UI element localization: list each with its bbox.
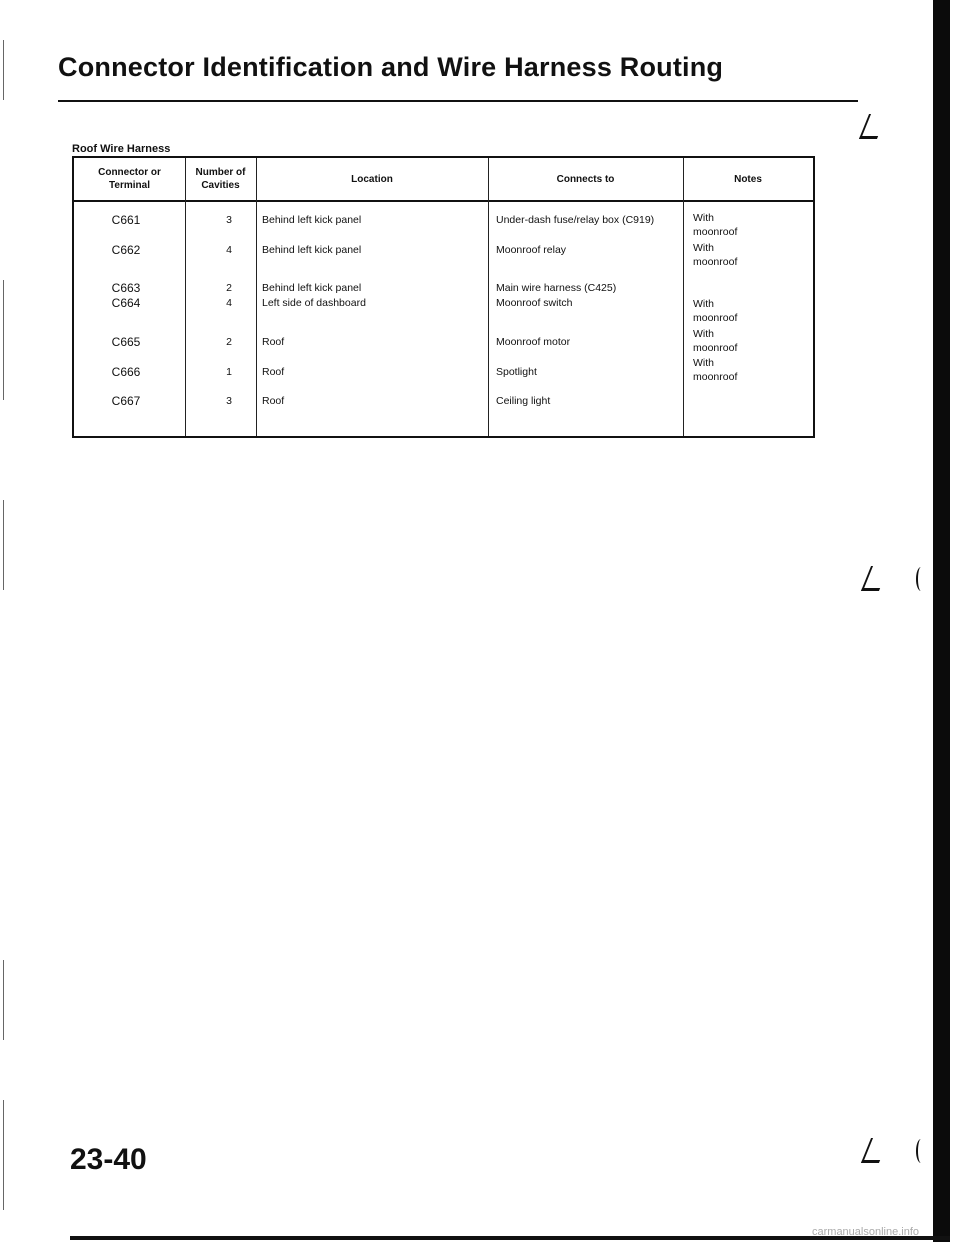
note-line: With (693, 212, 714, 224)
cell-cavities: 3 (226, 395, 232, 407)
edge-tick (3, 960, 4, 1040)
margin-bar (933, 0, 950, 1242)
cell-connects-to: Moonroof relay (496, 244, 567, 256)
corner-bracket-mark (859, 114, 887, 139)
cell-cavities: 1 (226, 366, 232, 378)
header-cavities-line2: Cavities (201, 180, 240, 191)
note-line: moonroof (693, 371, 738, 383)
section-title: Roof Wire Harness (72, 143, 171, 155)
note-line: With (693, 328, 714, 340)
note-line: With (693, 357, 714, 369)
note-text (693, 297, 737, 325)
edge-tick (3, 40, 4, 100)
cell-cavities: 2 (226, 336, 232, 348)
cell-location: Behind left kick panel (262, 282, 362, 294)
header-connector (74, 158, 185, 200)
page-title: Connector Identification and Wire Harness Routing (58, 52, 724, 82)
cell-connector: C666 (111, 365, 141, 379)
corner-bracket-mark (861, 1138, 889, 1163)
cell-connector: C667 (111, 394, 141, 408)
note-line: With (693, 242, 714, 254)
header-connects-to: Connects to (556, 173, 615, 185)
note-line: moonroof (693, 256, 738, 268)
cell-connects-to: Ceiling light (496, 395, 551, 407)
paren-mark (916, 567, 926, 591)
note-text (693, 241, 737, 269)
cell-location: Roof (262, 366, 285, 378)
title-rule (58, 100, 858, 102)
cell-connects-to: Spotlight (496, 366, 537, 378)
header-location: Location (351, 173, 393, 185)
page-number: 23-40 (70, 1143, 147, 1176)
note-line: moonroof (693, 312, 738, 324)
cell-connects-to: Main wire harness (C425) (496, 282, 617, 294)
cell-location: Left side of dashboard (262, 297, 366, 309)
header-notes: Notes (734, 173, 762, 185)
cell-cavities: 4 (226, 297, 232, 309)
cell-connector: C662 (111, 243, 141, 257)
footer-watermark: carmanualsonline.info (812, 1226, 920, 1238)
note-line: moonroof (693, 226, 738, 238)
header-cavities (185, 158, 256, 200)
note-line: With (693, 298, 714, 310)
note-text (693, 211, 737, 239)
corner-bracket-mark (861, 566, 889, 591)
cell-connects-to: Moonroof motor (496, 336, 571, 348)
note-text (693, 327, 737, 355)
cell-location: Roof (262, 395, 285, 407)
edge-tick (3, 1100, 4, 1210)
note-line: moonroof (693, 342, 738, 354)
note-text (693, 356, 737, 384)
cell-location: Roof (262, 336, 285, 348)
cell-location: Behind left kick panel (262, 244, 362, 256)
edge-tick (3, 280, 4, 400)
cell-connector: C665 (111, 335, 141, 349)
header-cavities-line1: Number of (195, 167, 246, 178)
edge-tick (3, 500, 4, 590)
cell-connector: C663 (111, 281, 141, 295)
cell-connector: C661 (111, 213, 141, 227)
cell-location: Behind left kick panel (262, 214, 362, 226)
cell-cavities: 2 (226, 282, 232, 294)
cell-connects-to: Under-dash fuse/relay box (C919) (496, 214, 655, 226)
cell-connects-to: Moonroof switch (496, 297, 573, 309)
paren-mark (916, 1139, 926, 1163)
header-connector-line1: Connector or (98, 167, 161, 178)
cell-cavities: 4 (226, 244, 232, 256)
cell-cavities: 3 (226, 214, 232, 226)
header-connector-line2: Terminal (109, 180, 150, 191)
cell-connector: C664 (111, 296, 141, 310)
